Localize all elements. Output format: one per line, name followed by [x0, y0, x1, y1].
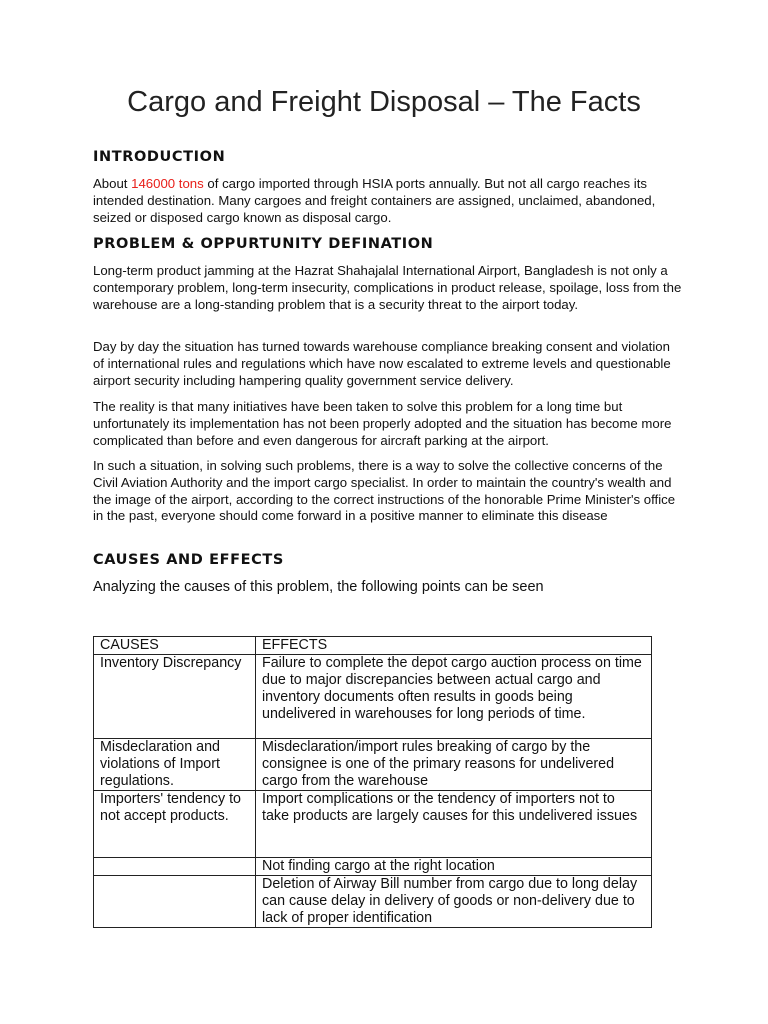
effect-cell: Failure to complete the depot cargo auction process on time due to major discrepancies between actual cargo and inventory documents often results in goods being undelivered in warehouses for long periods of time.	[256, 655, 652, 739]
cause-cell: Misdeclaration and violations of Import regulations.	[94, 739, 256, 791]
introduction-heading: INTRODUCTION	[93, 149, 226, 165]
document-title: Cargo and Freight Disposal – The Facts	[127, 86, 641, 118]
problem-paragraph-2: Day by day the situation has turned towards warehouse compliance breaking consent and violation of international rules and regulations which have now escalated to extreme levels and questionable airport security including hampering quality government service delivery.	[93, 339, 671, 388]
causes-effects-heading: CAUSES AND EFFECTS	[93, 552, 284, 568]
causes-effects-table	[93, 636, 652, 928]
table-row	[94, 739, 652, 791]
problem-heading: PROBLEM & OPPURTUNITY DEFINATION	[93, 236, 434, 252]
table-row	[94, 876, 652, 928]
table-row	[94, 858, 652, 876]
intro-text-prefix: About	[93, 176, 132, 191]
problem-paragraph-1: Long-term product jamming at the Hazrat Shahajalal International Airport, Bangladesh is not only a contemporary problem, long-term insecurity, complications in product release, spoilage, loss from the warehouse are a long-standing problem that is a security threat to the airport today.	[93, 263, 682, 312]
header-causes: CAUSES	[94, 637, 256, 655]
table-header-row	[94, 637, 652, 655]
cause-cell	[94, 858, 256, 876]
causes-effects-lead: Analyzing the causes of this problem, the following points can be seen	[93, 579, 544, 595]
effect-cell: Import complications or the tendency of importers not to take products are largely causes for this undelivered issues	[256, 791, 652, 858]
effect-cell: Misdeclaration/import rules breaking of cargo by the consignee is one of the primary reasons for undelivered cargo from the warehouse	[256, 739, 652, 791]
cause-cell: Importers' tendency to not accept products.	[94, 791, 256, 858]
cause-cell	[94, 876, 256, 928]
introduction-paragraph	[93, 176, 683, 226]
problem-paragraph-4: In such a situation, in solving such problems, there is a way to solve the collective concerns of the Civil Aviation Authority and the import cargo specialist. In order to maintain the country's wealth and the image of the airport, according to the correct instructions of the honorable Prime Minister's office in the past, everyone should come forward in a positive manner to eliminate this disease	[93, 458, 676, 524]
problem-paragraph-3: The reality is that many initiatives have been taken to solve this problem for a long time but unfortunately its implementation has not been properly adopted and the situation has become more complicated than before and even dangerous for aircraft parking at the airport.	[93, 399, 672, 448]
intro-text-suffix: of cargo imported through HSIA ports annually. But not all cargo reaches its intended destination. Many cargoes and freight containers are assigned, unclaimed, abandoned, seized or disposed cargo known as disposal cargo.	[93, 176, 656, 225]
header-effects: EFFECTS	[256, 637, 652, 655]
cause-cell: Inventory Discrepancy	[94, 655, 256, 739]
table-row	[94, 655, 652, 739]
table-row	[94, 791, 652, 858]
intro-highlight-tons: 146000 tons	[131, 176, 204, 191]
effect-cell: Not finding cargo at the right location	[256, 858, 652, 876]
effect-cell: Deletion of Airway Bill number from cargo due to long delay can cause delay in delivery of goods or non-delivery due to lack of proper identification	[256, 876, 652, 928]
